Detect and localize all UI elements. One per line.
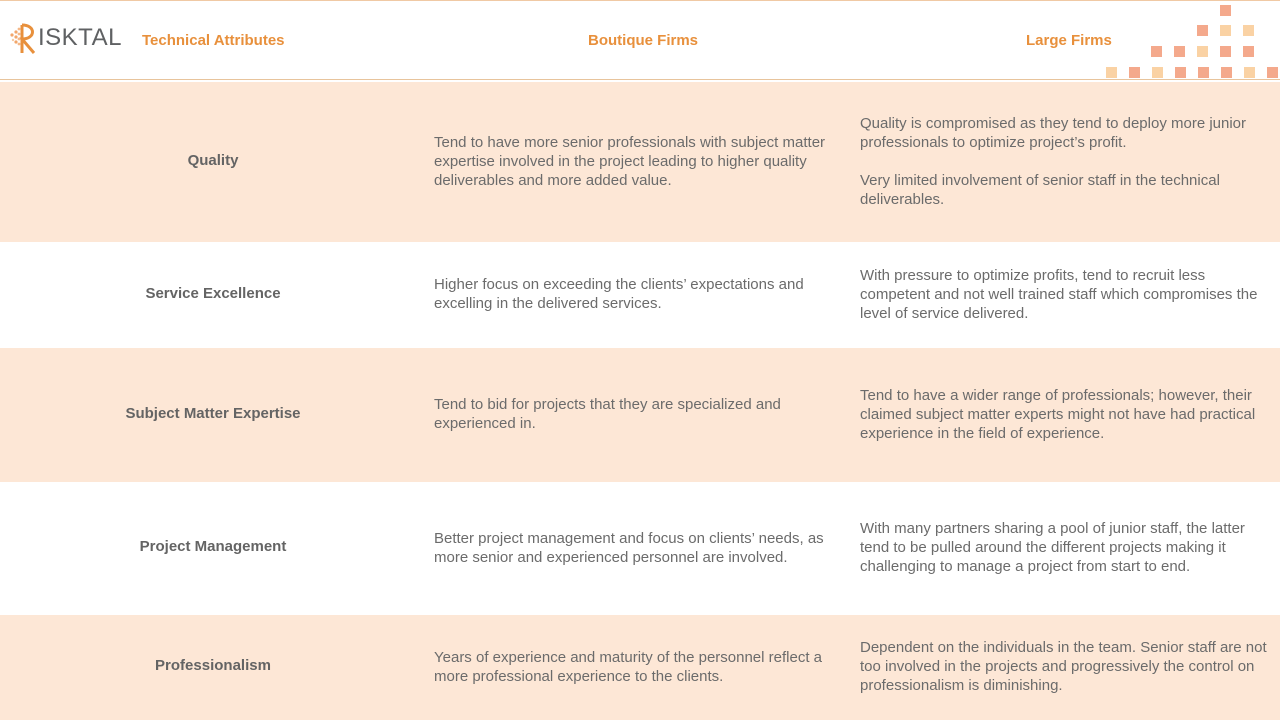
large-text: Quality is compromised as they tend to deploy more junior professionals to optimize project’s profit. — [860, 115, 1247, 151]
boutique-cell — [434, 133, 846, 190]
boutique-cell — [434, 275, 846, 313]
boutique-text: Higher focus on exceeding the clients’ expectations and excelling in the delivered services. — [434, 276, 804, 312]
logo-text: ISKTAL — [38, 24, 122, 51]
table-row — [0, 615, 1280, 720]
attribute-quality: Quality — [187, 152, 239, 169]
attribute-subject-matter-expertise: Subject Matter Expertise — [125, 405, 301, 422]
large-text: With pressure to optimize profits, tend to recruit less competent and not well trained staff which compromises the level of service delivered. — [860, 267, 1258, 322]
large-text: Very limited involvement of senior staff in the technical deliverables. — [860, 172, 1220, 208]
risktal-logo — [10, 21, 122, 55]
boutique-text: Better project management and focus on clients’ needs, as more senior and experienced personnel are involved. — [434, 530, 824, 566]
boutique-cell — [434, 648, 846, 686]
boutique-text: Tend to have more senior professionals with subject matter expertise involved in the project leading to higher quality deliverables and more added value. — [434, 134, 826, 189]
large-cell — [860, 114, 1276, 209]
large-text: Dependent on the individuals in the team. Senior staff are not too involved in the projects and progressively the control on professionalism is diminishing. — [860, 639, 1267, 694]
header-boutique-firms: Boutique Firms — [588, 32, 699, 49]
boutique-cell — [434, 529, 846, 567]
large-cell — [860, 386, 1276, 443]
large-text: With many partners sharing a pool of junior staff, the latter tend to be pulled around the different projects making it challenging to manage a project from start to end. — [860, 520, 1245, 575]
attribute-service-excellence: Service Excellence — [145, 285, 281, 302]
table-row — [0, 82, 1280, 242]
attribute-professionalism: Professionalism — [155, 657, 271, 674]
attribute-project-management: Project Management — [139, 538, 287, 555]
table-row — [0, 482, 1280, 615]
table-header — [0, 0, 1280, 80]
header-technical-attributes: Technical Attributes — [142, 32, 285, 49]
table-row — [0, 242, 1280, 348]
large-cell — [860, 638, 1276, 695]
header-large-firms: Large Firms — [1026, 32, 1112, 49]
boutique-text: Years of experience and maturity of the personnel reflect a more professional experience to the clients. — [434, 649, 823, 685]
large-cell — [860, 266, 1276, 323]
boutique-cell — [434, 395, 846, 433]
boutique-text: Tend to bid for projects that they are specialized and experienced in. — [434, 396, 781, 432]
large-text: Tend to have a wider range of professionals; however, their claimed subject matter experts might not have had practical experience in the field of experience. — [860, 387, 1256, 442]
table-row — [0, 348, 1280, 482]
large-cell — [860, 519, 1276, 576]
dotted-r-logo-icon — [10, 21, 38, 55]
